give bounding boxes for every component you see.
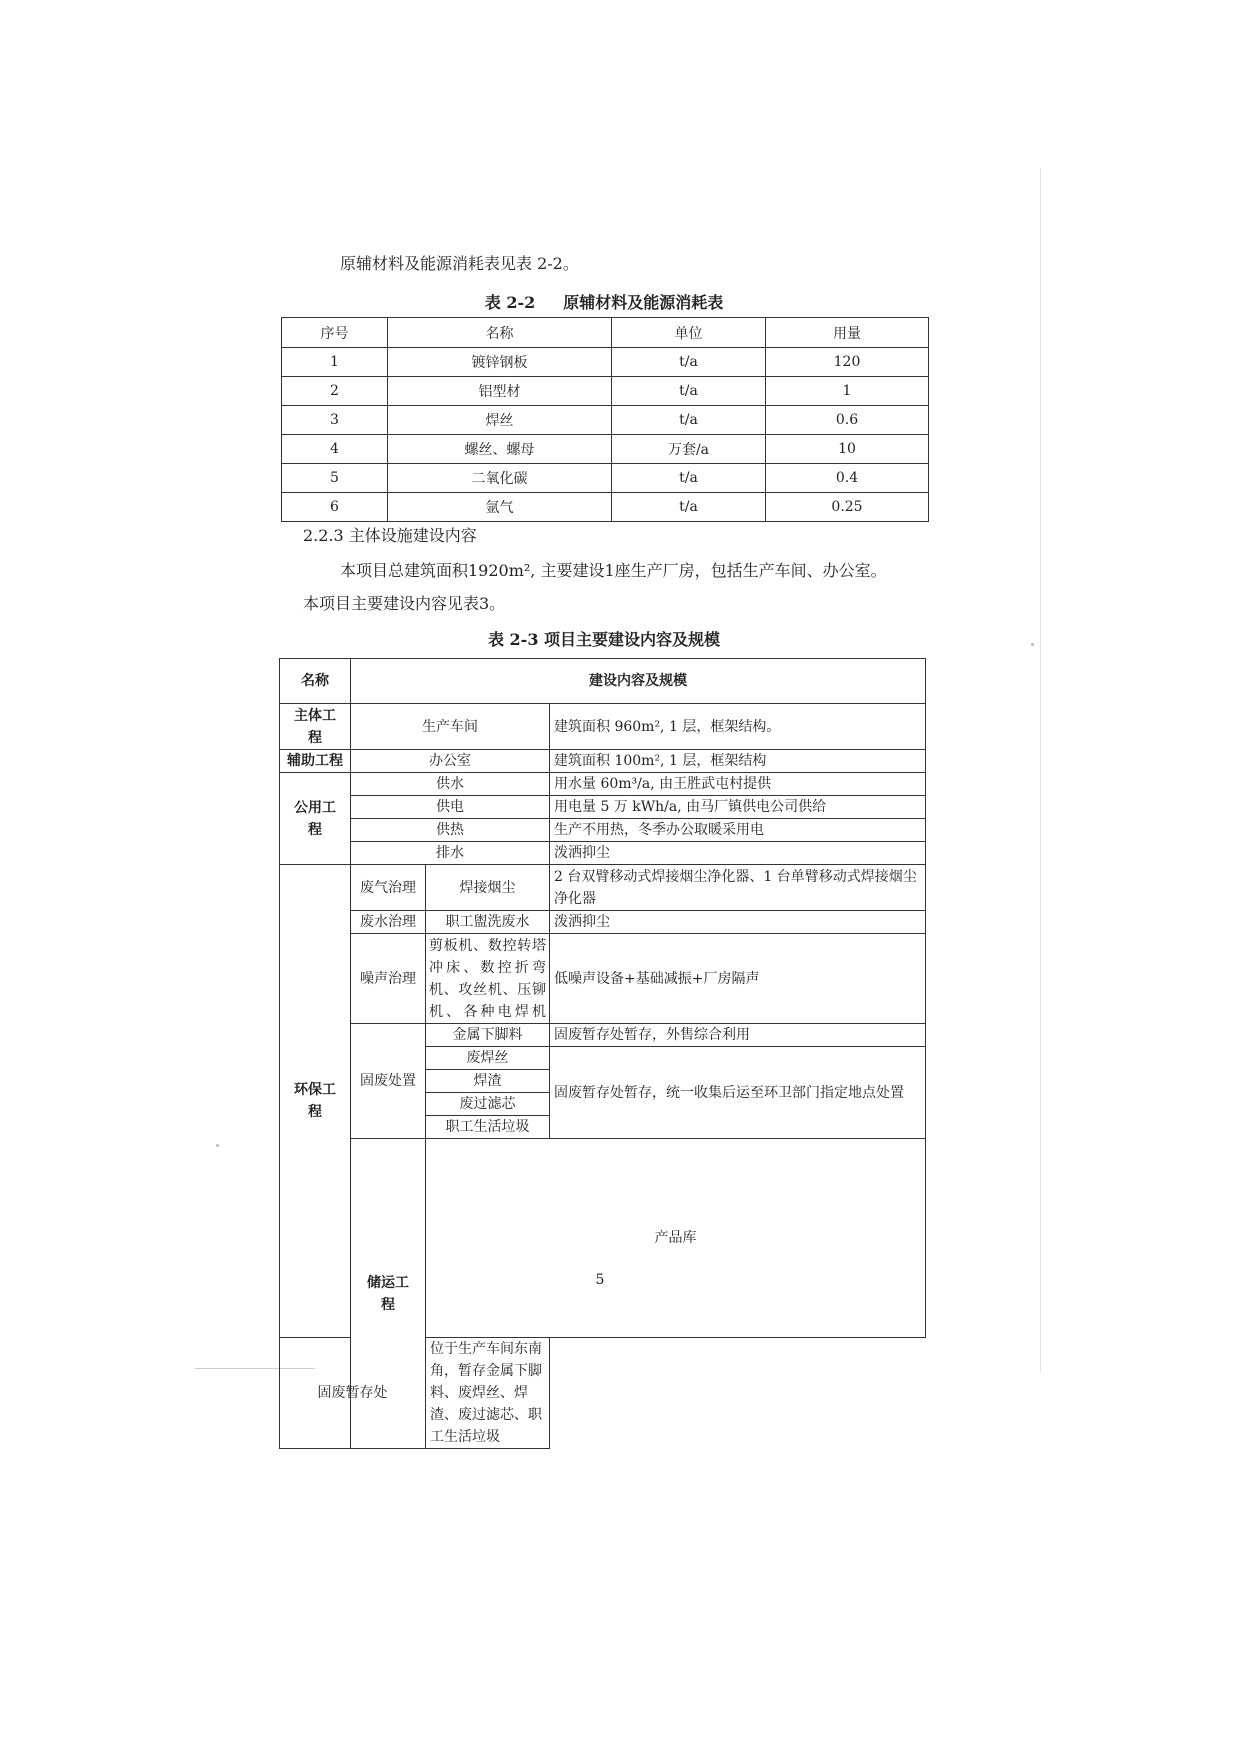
table-cell: 2: [282, 377, 388, 406]
table-cell: t/a: [612, 464, 766, 493]
item-cell: 焊接烟尘: [426, 865, 550, 911]
table-cell: 1: [766, 377, 929, 406]
subgroup-cell: 固废处置: [351, 1024, 426, 1139]
table-2-3-caption: 表 2-3 项目主要建设内容及规模: [487, 630, 721, 649]
desc-cell: 建筑面积 100m², 1 层，框架结构: [550, 750, 926, 773]
table-2-2-caption: [279, 290, 929, 313]
item-cell: 固废暂存处: [280, 1338, 426, 1449]
table-row: [280, 750, 926, 773]
table-2-2-number: 表 2-2: [484, 293, 536, 312]
item-cell: 供水: [351, 773, 550, 796]
table-row: [280, 842, 926, 865]
item-cell: 产品库: [426, 1139, 926, 1338]
table-cell: 螺丝、螺母: [388, 435, 612, 464]
item-cell: 供热: [351, 819, 550, 842]
construction-table: [279, 658, 926, 1449]
table-cell: t/a: [612, 406, 766, 435]
header-cell: 用量: [766, 318, 929, 348]
table-row: [282, 377, 929, 406]
header-cell: 建设内容及规模: [351, 659, 926, 704]
desc-cell: 用电量 5 万 kWh/a, 由马厂镇供电公司供给: [550, 796, 926, 819]
desc-cell: 2 台双臂移动式焊接烟尘净化器、1 台单臂移动式焊接烟尘净化器: [550, 865, 926, 911]
desc-cell: 位于生产车间东南角，暂存金属下脚料、废焊丝、焊渣、废过滤芯、职工生活垃圾: [426, 1338, 550, 1449]
table-cell: 3: [282, 406, 388, 435]
desc-cell: 建筑面积 960m², 1 层，框架结构。: [550, 704, 926, 750]
table-row: [280, 1024, 926, 1047]
table-header-row: [280, 659, 926, 704]
desc-cell: 泼洒抑尘: [550, 842, 926, 865]
item-cell: 焊渣: [426, 1070, 550, 1093]
section-heading: 2.2.3 主体设施建设内容: [303, 526, 477, 545]
header-cell: 名称: [280, 659, 351, 704]
table-cell: 6: [282, 493, 388, 522]
table-cell: 0.4: [766, 464, 929, 493]
table-row: [282, 493, 929, 522]
table-cell: 5: [282, 464, 388, 493]
item-cell: 职工生活垃圾: [426, 1116, 550, 1139]
body-paragraph: 本项目总建筑面积1920m², 主要建设1座生产厂房，包括生产车间、办公室。: [340, 561, 887, 580]
item-cell: 废过滤芯: [426, 1093, 550, 1116]
materials-table: [281, 317, 929, 522]
table-cell: 氩气: [388, 493, 612, 522]
item-cell: 生产车间: [351, 704, 550, 750]
intro-text: 原辅材料及能源消耗表见表 2-2。: [340, 254, 579, 273]
table-cell: t/a: [612, 377, 766, 406]
page-number: 5: [595, 1272, 605, 1288]
item-cell: 金属下脚料: [426, 1024, 550, 1047]
table-row: [282, 406, 929, 435]
table-cell: 0.25: [766, 493, 929, 522]
item-cell: 排水: [351, 842, 550, 865]
table-row: [280, 1338, 926, 1449]
table-cell: 0.6: [766, 406, 929, 435]
table-cell: 焊丝: [388, 406, 612, 435]
table-row: [280, 704, 926, 750]
group-cell: 主体工程: [280, 704, 351, 750]
item-cell: 办公室: [351, 750, 550, 773]
scan-edge-line: [1040, 168, 1041, 1373]
table-2-2-title: 原辅材料及能源消耗表: [563, 293, 724, 312]
table-row: [280, 796, 926, 819]
group-cell: 储运工程: [351, 1139, 426, 1449]
table-cell: t/a: [612, 493, 766, 522]
table-cell: 120: [766, 348, 929, 377]
table-cell: 10: [766, 435, 929, 464]
header-cell: 序号: [282, 318, 388, 348]
body-paragraph: 本项目主要建设内容见表3。: [303, 594, 506, 613]
table-row: [282, 435, 929, 464]
table-row: [280, 865, 926, 911]
desc-cell: 生产不用热，冬季办公取暖采用电: [550, 819, 926, 842]
table-row: [280, 773, 926, 796]
table-row: [280, 819, 926, 842]
table-row: [280, 911, 926, 934]
group-cell: 环保工程: [280, 865, 351, 1338]
table-row: [280, 934, 926, 1024]
header-cell: 单位: [612, 318, 766, 348]
item-cell: 供电: [351, 796, 550, 819]
desc-cell: 泼洒抑尘: [550, 911, 926, 934]
table-cell: 4: [282, 435, 388, 464]
item-cell: 剪板机、数控转塔冲床、数控折弯机、攻丝机、压铆机、各种电焊机: [426, 934, 550, 1024]
desc-cell: 用水量 60m³/a, 由王胜武屯村提供: [550, 773, 926, 796]
subgroup-cell: 废气治理: [351, 865, 426, 911]
desc-cell: 固废暂存处暂存，外售综合利用: [550, 1024, 926, 1047]
header-cell: 名称: [388, 318, 612, 348]
table-cell: 镀锌钢板: [388, 348, 612, 377]
item-cell: 废焊丝: [426, 1047, 550, 1070]
table-cell: 铝型材: [388, 377, 612, 406]
table-cell: 1: [282, 348, 388, 377]
item-cell: 职工盥洗废水: [426, 911, 550, 934]
scan-speck: [1031, 643, 1034, 646]
table-row: [280, 1139, 926, 1338]
group-cell: 辅助工程: [280, 750, 351, 773]
desc-cell: 低噪声设备+基础减振+厂房隔声: [550, 934, 926, 1024]
desc-cell: 固废暂存处暂存，统一收集后运至环卫部门指定地点处置: [550, 1047, 926, 1139]
table-row: [282, 348, 929, 377]
subgroup-cell: 废水治理: [351, 911, 426, 934]
table-cell: 二氧化碳: [388, 464, 612, 493]
group-cell: 公用工程: [280, 773, 351, 865]
scan-speck: [216, 1144, 219, 1147]
table-cell: 万套/a: [612, 435, 766, 464]
table-cell: t/a: [612, 348, 766, 377]
subgroup-cell: 噪声治理: [351, 934, 426, 1024]
table-header-row: [282, 318, 929, 348]
table-row: [282, 464, 929, 493]
